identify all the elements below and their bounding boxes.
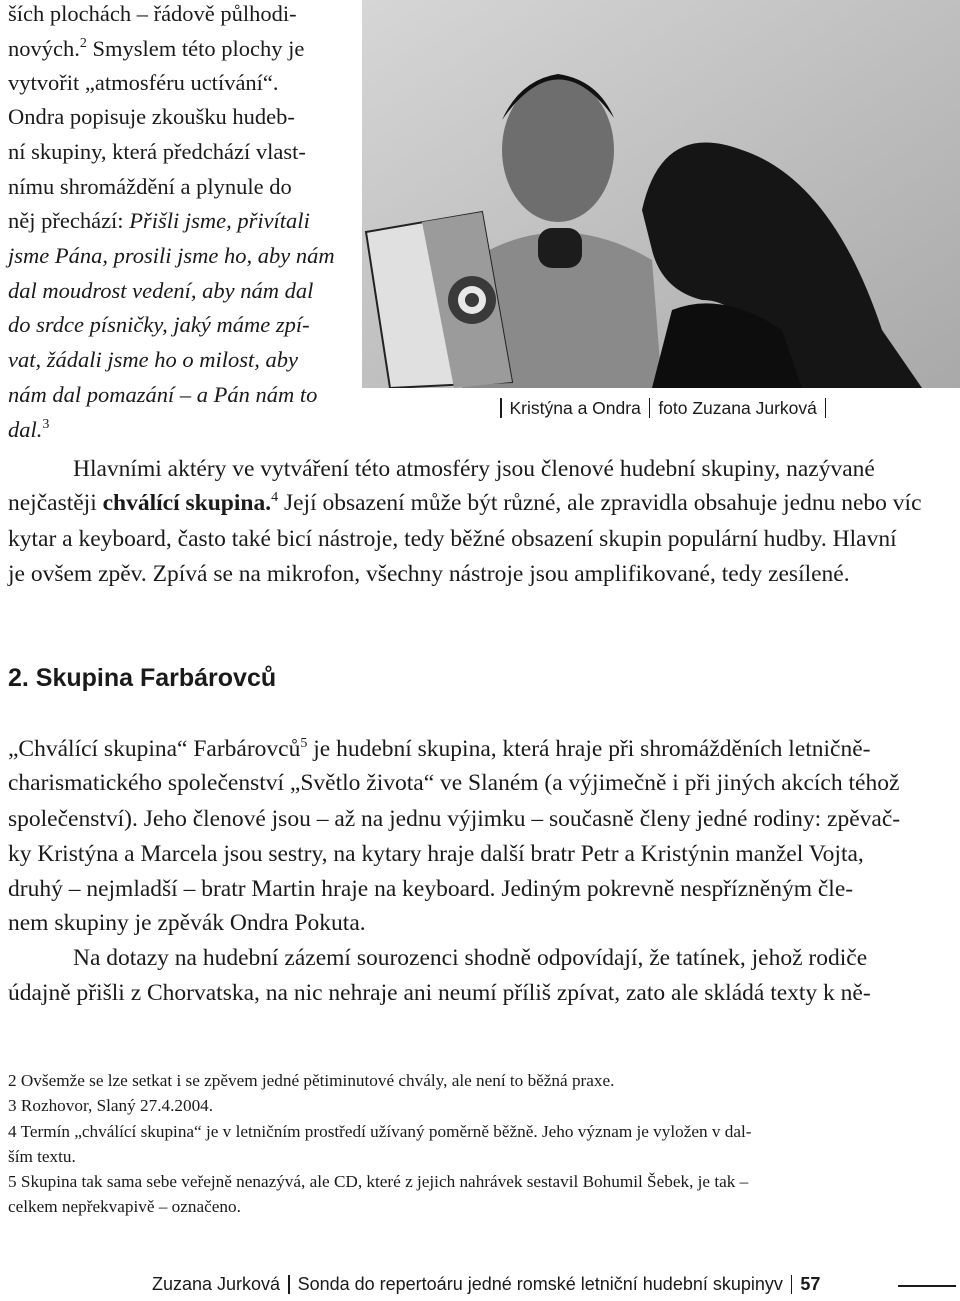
body-line: ky Kristýna a Marcela jsou sestry, na kytary hraje další bratr Petr a Kristýnin manžel Vojta, <box>8 841 864 867</box>
body-line: „Chválící skupina“ Farbárovců$^5$ je hudební skupina, která hraje při shromážděních letničně- <box>8 736 871 762</box>
body-line: charismatického společenství „Světlo života“ ve Slaném (a výjimečně i při jiných akcích téhož <box>8 770 900 796</box>
footnote-ref-5: 5 <box>300 736 308 751</box>
footnote-5-cont: celkem nepřekvapivě – označeno. <box>8 1197 241 1216</box>
section-heading: 2. Skupina Farbárovců <box>8 664 277 692</box>
caption-divider <box>500 398 502 418</box>
column-line: ších plochách – řádově půlhodi- <box>8 1 297 26</box>
column-line: do srdce písničky, jaký máme zpí- <box>8 312 310 337</box>
footnote-3: 3 Rozhovor, Slaný 27.4.2004. <box>8 1096 214 1115</box>
footer-divider <box>791 1275 793 1294</box>
column-line: jsme Pána, prosili jsme ho, aby nám <box>8 243 335 268</box>
caption-credit: foto Zuzana Jurková <box>658 398 817 418</box>
footnote-2: 2 Ovšemže se lze setkat i se zpěvem jedné pětiminutové chvály, ale není to běžná praxe. <box>8 1071 615 1090</box>
footnote-ref-4: 4 <box>271 490 279 505</box>
caption-divider <box>825 398 827 418</box>
footer-divider <box>288 1275 290 1294</box>
column-line: Ondra popisuje zkoušku hudeb- <box>8 104 295 129</box>
body-line: Hlavními aktéry ve vytváření této atmosféry jsou členové hudební skupiny, nazývané <box>73 456 875 482</box>
body-line: nem skupiny je zpěvák Ondra Pokuta. <box>8 910 366 936</box>
column-line: vytvořit „atmosféru uctívání“. <box>8 70 279 95</box>
body-line: je ovšem zpěv. Zpívá se na mikrofon, všechny nástroje jsou amplifikované, tedy zesílené. <box>8 561 850 587</box>
body-line: Na dotazy na hudební zázemí sourozenci shodně odpovídají, že tatínek, jehož rodiče <box>73 945 868 971</box>
footer-title: Sonda do repertoáru jedné romské letniční hudební skupinyv <box>297 1274 783 1294</box>
running-footer <box>152 1274 820 1295</box>
body-line: druhý – nejmladší – bratr Martin hraje na keyboard. Jediným pokrevně nespřízněným čle- <box>8 876 854 902</box>
caption-divider <box>649 398 651 418</box>
body-line: nejčastěji chválící skupina.$^4$ Její obsazení může být různé, ale zpravidla obsahuje jednu nebo víc <box>8 490 922 516</box>
caption-people: Kristýna a Ondra <box>509 398 641 418</box>
footnote-ref-3: 3 <box>42 417 50 432</box>
body-line: kytar a keyboard, často také bicí nástroje, tedy běžné obsazení skupin populární hudby. Hlavní <box>8 526 897 552</box>
column-line: nových.$^2$ Smyslem této plochy je <box>8 36 305 61</box>
footnote-5: 5 Skupina tak sama sebe veřejně nenazývá, ale CD, které z jejich nahrávek sestavil Bohumil Šebek, je tak – <box>8 1172 749 1191</box>
body-line: společenství). Jeho členové jsou – až na jednu výjimku – současně členy jedné rodiny: zpěvač- <box>8 806 901 832</box>
body-line: údajně přišli z Chorvatska, na nic nehraje ani neumí příliš zpívat, zato ale skládá texty k ně- <box>8 980 871 1006</box>
footnote-4: 4 Termín „chválící skupina“ je v letničním prostředí užívaný poměrně běžně. Jeho význam je vyložen v dal- <box>8 1122 752 1141</box>
column-line: nímu shromáždění a plynule do <box>8 174 292 199</box>
photo-illustration <box>362 0 960 388</box>
column-line: něj přechází: Přišli jsme, přivítali <box>8 208 310 233</box>
page-number: 57 <box>800 1274 821 1294</box>
footer-rule <box>898 1285 956 1287</box>
footnote-ref-2: 2 <box>79 36 87 51</box>
term-chvalici-skupina: chválící skupina. <box>102 490 272 516</box>
footer-author: Zuzana Jurková <box>152 1274 281 1294</box>
column-line: dal.$^3$ <box>8 417 50 442</box>
column-line: vat, žádali jsme ho o milost, aby <box>8 347 298 372</box>
photo-caption <box>492 398 834 419</box>
column-line: ní skupiny, která předchází vlast- <box>8 139 306 164</box>
photo-kristyna-ondra <box>362 0 960 388</box>
column-line: dal moudrost vedení, aby nám dal <box>8 278 314 303</box>
quote-italic: Přišli jsme, přivítali <box>129 208 310 233</box>
footnote-4-cont: ším textu. <box>8 1147 76 1166</box>
column-line: nám dal pomazání – a Pán nám to <box>8 382 318 407</box>
